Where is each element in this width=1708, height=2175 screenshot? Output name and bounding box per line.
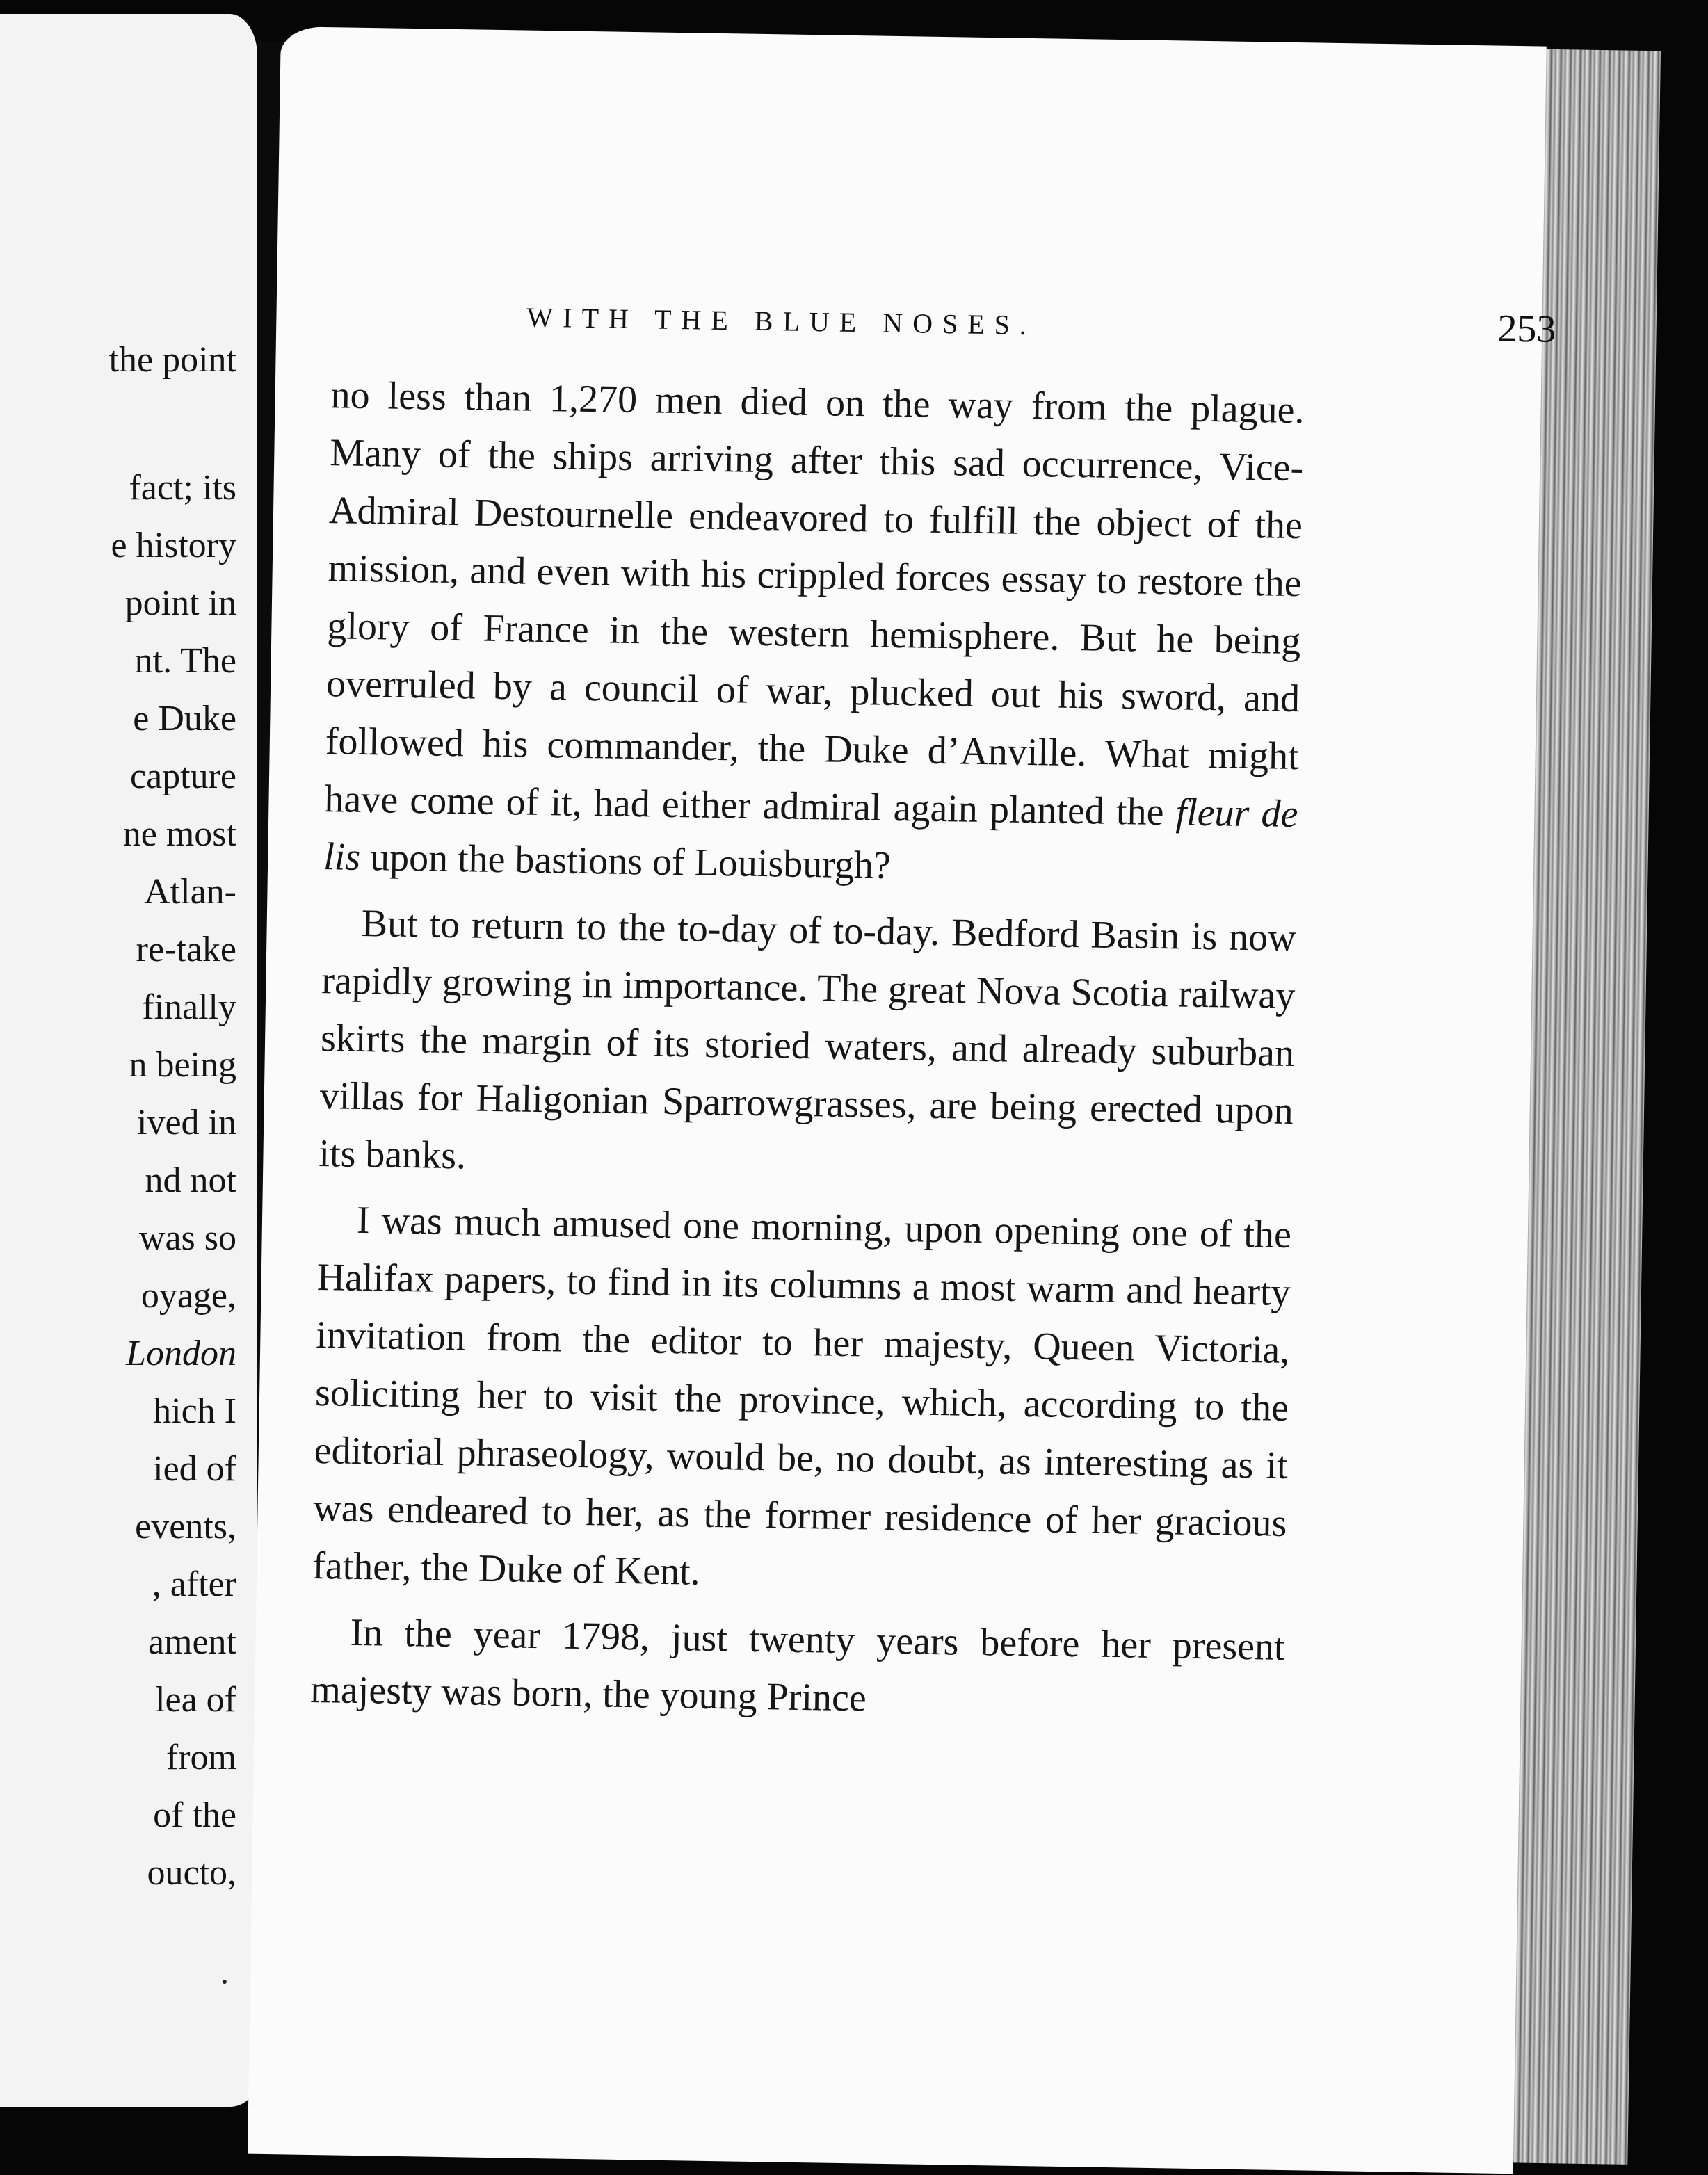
left-page-line: lea of (155, 1680, 236, 1720)
page-header (526, 291, 1556, 363)
left-page-line: London (126, 1334, 236, 1373)
paper-speck (223, 1980, 227, 1984)
running-head: WITH THE BLUE NOSES. (526, 301, 1037, 341)
paragraph (323, 366, 1305, 901)
main-page (248, 26, 1556, 2174)
left-facing-page (0, 14, 257, 2107)
left-page-line: ne most (122, 814, 236, 854)
italic-phrase: fleur de lis (323, 791, 1298, 879)
left-page-line: from (166, 1738, 236, 1777)
left-page-line: Atlan- (144, 872, 236, 912)
left-page-line: e history (111, 526, 236, 565)
left-page-line: was so (138, 1218, 236, 1258)
left-page-line: nt. The (134, 641, 236, 681)
paragraph: In the year 1798, just twenty years before her present majesty was born, the young Prince (309, 1610, 1286, 1720)
left-page-line: re-take (136, 930, 236, 969)
paragraph-text: no less than 1,270 men died on the way from the plague. Many of the ships arriving after this sad occurrence, Vice-Admiral Destournelle endeavored to fulfill the object of the mission, and even with his crippled forces essay to restore the glory of France in the western hemisphere. But he being overruled by a council of war, plucked out his sword, and followed his commander, the Duke d’Anville. What might have come of it, had either admiral again planted the (324, 373, 1305, 834)
left-page-line: oucto, (147, 1853, 236, 1893)
left-page-line: point in (124, 583, 236, 623)
paragraph-text: upon the bastions of Louisburgh? (360, 835, 892, 887)
left-page-line: ament (147, 1622, 236, 1662)
left-page-line: ived in (137, 1103, 236, 1142)
page-number: 253 (1497, 307, 1556, 351)
left-page-line: events, (135, 1507, 236, 1546)
left-page-line: ied of (153, 1449, 236, 1489)
left-page-line: n being (129, 1045, 236, 1085)
left-page-line: e Duke (133, 699, 236, 738)
left-page-line: of the (153, 1795, 236, 1835)
left-page-line: capture (129, 757, 236, 796)
left-page-line: nd not (145, 1161, 236, 1200)
left-page-line: finally (142, 987, 236, 1027)
body-text (310, 366, 1305, 1734)
paragraph: But to return to the to-day of to-day. Bedford Basin is now rapidly growing in importance. The great Nova Scotia railway skirts the margin of its storied waters, and already suburban villas for Haligonian Sparrowgrasses, are being erected upon its banks. (319, 901, 1297, 1178)
left-page-line: oyage, (140, 1276, 236, 1316)
left-page-line: , after (152, 1564, 236, 1604)
paragraph: I was much amused one morning, upon opening one of the Halifax papers, to find in its columns a most warm and hearty invitation from the editor to her majesty, Queen Victoria, soliciting her to visit the province, which, according to the editorial phraseology, would be, no doubt, as interesting as it was endeared to her, as the former residence of her gracious father, the Duke of Kent. (312, 1198, 1292, 1594)
left-page-line: fact; its (129, 468, 236, 508)
left-page-line: hich I (153, 1391, 236, 1431)
left-page-line: the point (108, 340, 236, 380)
